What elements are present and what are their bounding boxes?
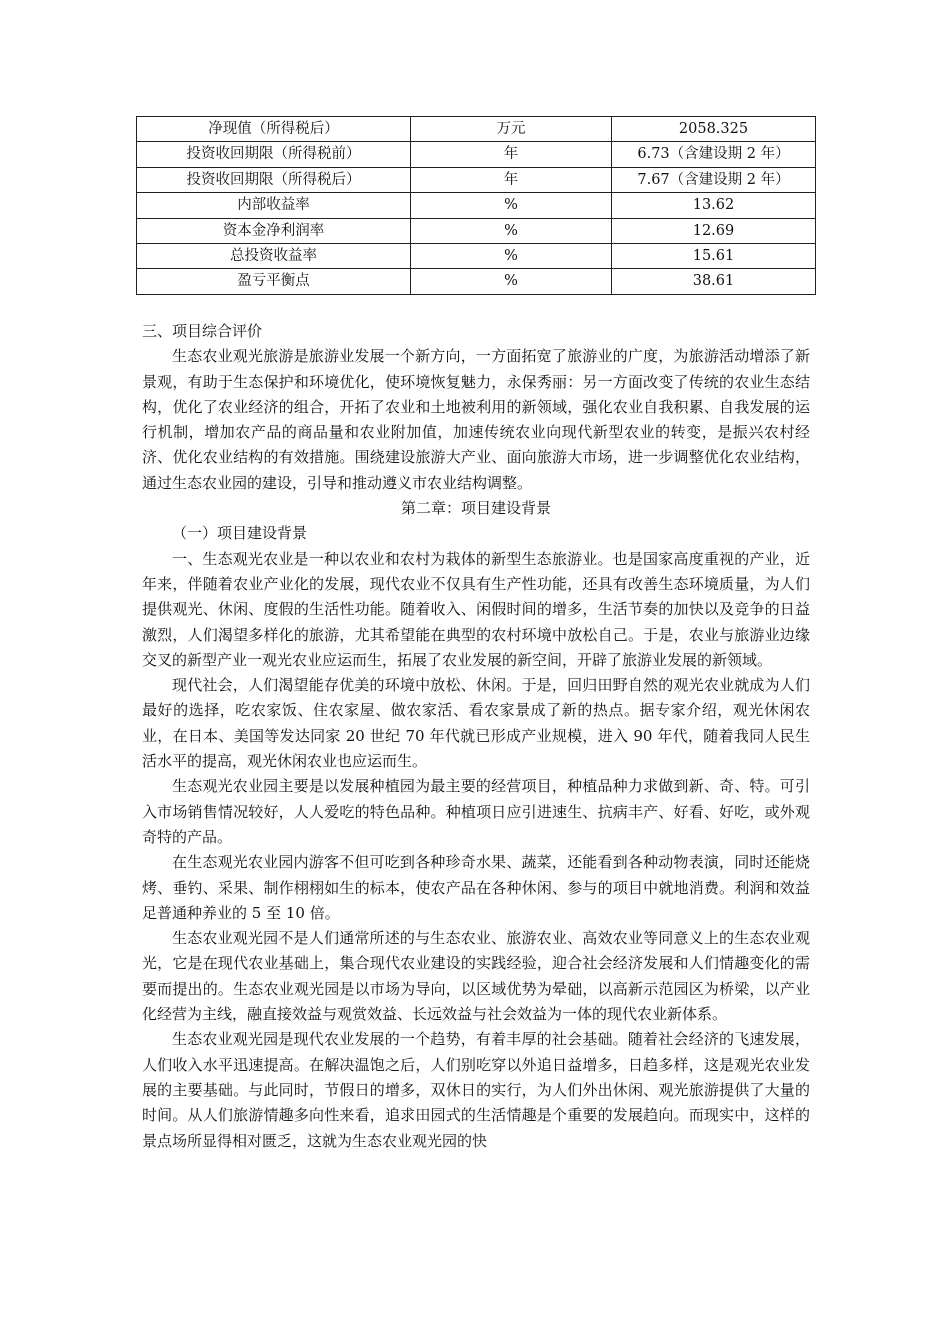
table-cell-unit: 年 [411, 142, 612, 167]
table-cell-unit: % [411, 269, 612, 294]
table-cell-value: 13.62 [612, 193, 816, 218]
table-cell-item: 内部收益率 [137, 193, 411, 218]
document-body [142, 319, 810, 1154]
body-paragraph: 现代社会，人们渴望能存优美的环境中放松、休闲。于是，回归田野自然的观光农业就成为人们最好的选择，吃农家饭、住农家屋、做农家活、看农家景成了新的热点。据专家介绍，观光休闲农业，在日本、美国等发达同家 20 世纪 70 年代就已形成产业规模，进入 90 年代，随着我同人民生活水平的提高，观光休闲农业也应运而生。 [142, 676, 810, 771]
section-heading: 三、项目综合评价 [142, 322, 263, 340]
table-cell-value: 38.61 [612, 269, 816, 294]
table-cell-item: 投资收回期限（所得税后） [137, 167, 411, 192]
table-row [137, 167, 816, 192]
table-cell-unit: % [411, 243, 612, 268]
subsection-heading: （一）项目建设背景 [172, 524, 308, 543]
table-cell-item: 净现值（所得税后） [137, 117, 411, 142]
table-row [137, 193, 816, 218]
table-cell-item: 资本金净利润率 [137, 218, 411, 243]
body-paragraph: 在生态观光农业园内游客不但可吃到各种珍奇水果、蔬菜，还能看到各种动物表演，同时还能烧烤、垂钓、采果、制作栩栩如生的标本，使农产品在各种休闲、参与的项目中就地消费。利润和效益足普通种养业的 5 至 10 倍。 [142, 853, 810, 922]
table-cell-unit: 万元 [411, 117, 612, 142]
body-paragraph: 生态农业观光园不是人们通常所述的与生态农业、旅游农业、高效农业等同意义上的生态农业观光，它是在现代农业基础上，集合现代农业建设的实践经验，迎合社会经济发展和人们情趣变化的需要而提出的。生态农业观光园是以市场为导向，以区域优势为晕础，以高新示范园区为桥梁，以产业化经营为主线，融直接效益与观赏效益、长远效益与社会效益为一体的现代农业新体系。 [142, 929, 810, 1024]
table-row [137, 142, 816, 167]
body-paragraph: 生态农业观光旅游是旅游业发展一个新方向，一方面拓宽了旅游业的广度，为旅游活动增添了新景观，有助于生态保护和环境优化，使环境恢复魅力，永保秀丽：另一方面改变了传统的农业生态结构，优化了农业经济的组合，开拓了农业和土地被利用的新领域，强化农业自我积累、自我发展的运行机制，增加农产品的商品量和农业附加值，加速传统农业向现代新型农业的转变，是振兴农村经济、优化农业结构的有效措施。围绕建设旅游大产业、面向旅游大市场，进一步调整优化农业结构，通过生态农业园的建设，引导和推动遵义市农业结构调整。 [142, 347, 810, 492]
table-row [137, 243, 816, 268]
table-cell-value: 15.61 [612, 243, 816, 268]
table-row [137, 218, 816, 243]
table-cell-value: 7.67（含建设期 2 年） [612, 167, 816, 192]
table-cell-unit: 年 [411, 167, 612, 192]
table-cell-value: 2058.325 [612, 117, 816, 142]
body-paragraph: 一、生态观光农业是一种以农业和农村为栽体的新型生态旅游业。也是国家高度重视的产业，近年来，伴随着农业产业化的发展，现代农业不仅具有生产性功能，还具有改善生态环境质量，为人们提供观光、休闲、度假的生活性功能。随着收入、闲假时间的增多，生活节奏的加快以及竞争的日益激烈，人们渴望多样化的旅游，尤其希望能在典型的农村环境中放松自己。于是，农业与旅游业边缘交叉的新型产业一观光农业应运而生，拓展了农业发展的新空间，开辟了旅游业发展的新领域。 [142, 549, 810, 669]
body-paragraph: 生态观光农业园主要是以发展种植园为最主要的经营项目，种植品种力求做到新、奇、特。可引入市场销售情况较好，人人爱吃的特色品种。种植项日应引进速生、抗病丰产、好看、好吃，或外观奇特的产品。 [142, 777, 810, 846]
table-cell-unit: % [411, 218, 612, 243]
table-cell-item: 盈亏平衡点 [137, 269, 411, 294]
chapter-title: 第二章：项目建设背景 [400, 499, 551, 518]
table-cell-value: 12.69 [612, 218, 816, 243]
financial-indicators-table [136, 116, 816, 295]
body-paragraph: 生态农业观光园是现代农业发展的一个趋势，有着丰厚的社会基础。随着社会经济的飞速发展，人们收入水平迅速提高。在解决温饱之后，人们别吃穿以外追日益增多，日趋多样，这是观光农业发展的主要基础。与此同时，节假日的增多，双休日的实行，为人们外出休闲、观光旅游提供了大量的时间。从人们旅游情趣多向性来看，追求田园式的生活情趣是个重要的发展趋向。而现实中，这样的景点场所显得相对匮乏，这就为生态农业观光园的快 [142, 1030, 810, 1150]
table-cell-unit: % [411, 193, 612, 218]
table-cell-item: 投资收回期限（所得税前） [137, 142, 411, 167]
table-cell-item: 总投资收益率 [137, 243, 411, 268]
table-cell-value: 6.73（含建设期 2 年） [612, 142, 816, 167]
table-row [137, 269, 816, 294]
table-row [137, 117, 816, 142]
